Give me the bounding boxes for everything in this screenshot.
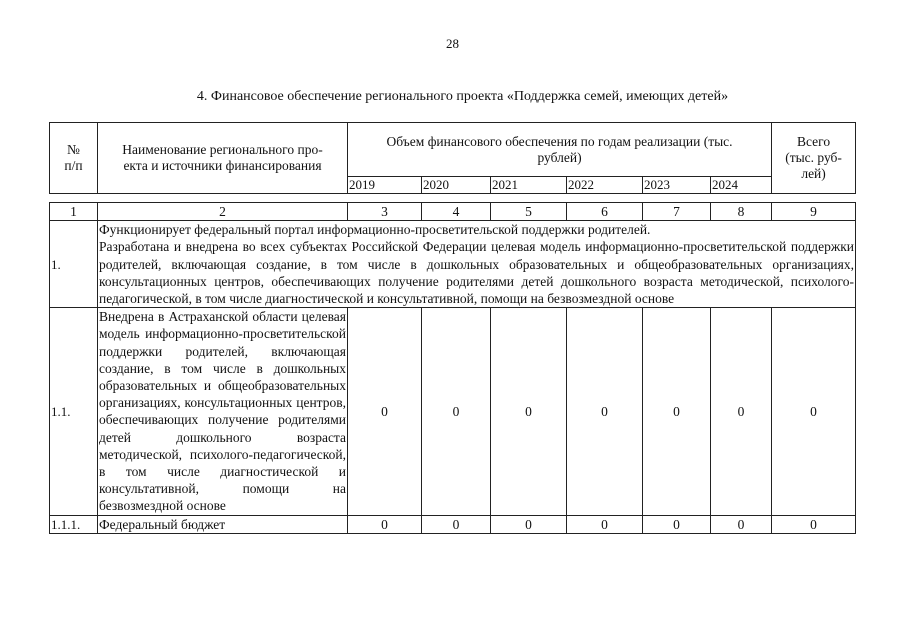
value-total: 0: [772, 308, 856, 515]
column-number: 8: [711, 203, 772, 221]
column-number: 5: [491, 203, 567, 221]
section-title: 4. Финансовое обеспечение регионального проекта «Поддержка семей, имеющих детей»: [196, 89, 729, 104]
value-2024: 0: [711, 515, 772, 533]
column-number: 2: [98, 203, 348, 221]
row-index: 1.: [50, 221, 98, 308]
value-2020: 0: [422, 515, 491, 533]
header-name-line: екта и источники финансирования: [123, 158, 322, 173]
year-2019: 2019: [348, 177, 422, 194]
table-row: [50, 308, 856, 515]
value-2021: 0: [491, 515, 567, 533]
row-text: Федеральный бюджет: [98, 515, 348, 533]
column-number: 1: [50, 203, 98, 221]
value-2020: 0: [422, 308, 491, 515]
header-number-line: №: [67, 142, 80, 157]
value-2019: 0: [348, 308, 422, 515]
column-number: 4: [422, 203, 491, 221]
value-total: 0: [772, 515, 856, 533]
header-total-line: (тыс. руб-: [785, 150, 842, 165]
header-volume-cell: [348, 123, 772, 177]
value-2023: 0: [643, 308, 711, 515]
row-text: Внедрена в Астраханской области целевая модель информационно-просветительской поддержки родителей, включающая создание, в том числе в дошкольных образовательных и общеобразовательных организациях, консультационных центров, обеспечивающих получение родителями детей дошкольного возраста методической, психолого-педагогической, в том числе диагностической и консультативной, помощи на безвозмездной основе: [99, 309, 346, 514]
header-volume-line: рублей): [537, 149, 582, 165]
column-number: 9: [772, 203, 856, 221]
column-number: 6: [567, 203, 643, 221]
value-2022: 0: [567, 308, 643, 515]
column-number: 7: [643, 203, 711, 221]
row-index: 1.1.1.: [50, 515, 98, 533]
table-body: [49, 202, 856, 534]
header-total-line: Всего: [797, 134, 831, 149]
table-row: [50, 221, 856, 308]
row-text: [98, 221, 856, 308]
year-2020: 2020: [422, 177, 491, 194]
year-2023: 2023: [643, 177, 711, 194]
column-number-row: [50, 203, 856, 221]
value-2023: 0: [643, 515, 711, 533]
value-2019: 0: [348, 515, 422, 533]
year-2022: 2022: [567, 177, 643, 194]
header-total-cell: [772, 123, 856, 194]
header-name-line: Наименование регионального про-: [122, 142, 323, 157]
row-text-line: Разработана и внедрена во всех субъектах Российской Федерации целевая модель информационно-просветительской поддержки родителей, включающая создание, в том числе в дошкольных образовательных и общеобразовательных организациях, консультационных центров, обеспечивающих получение родителями детей дошкольного возраста методической, психолого-педагогической, в том числе диагностической и консультативной, помощи на безвозмездной основе: [99, 239, 854, 307]
year-2021: 2021: [491, 177, 567, 194]
header-volume-line: Объем финансового обеспечения по годам реализации (тыс.: [386, 133, 733, 149]
page-number: 28: [446, 36, 459, 51]
row-index: 1.1.: [50, 308, 98, 515]
header-number-cell: [50, 123, 98, 194]
value-2022: 0: [567, 515, 643, 533]
year-2024: 2024: [711, 177, 772, 194]
header-number-line: п/п: [64, 158, 83, 173]
column-number: 3: [348, 203, 422, 221]
table-row: [50, 515, 856, 533]
header-total-line: лей): [801, 166, 826, 181]
value-2021: 0: [491, 308, 567, 515]
table-header: [49, 122, 856, 194]
value-2024: 0: [711, 308, 772, 515]
header-name-cell: [98, 123, 348, 194]
row-text-line: Функционирует федеральный портал информационно-просветительской поддержки родителей.: [99, 222, 651, 238]
